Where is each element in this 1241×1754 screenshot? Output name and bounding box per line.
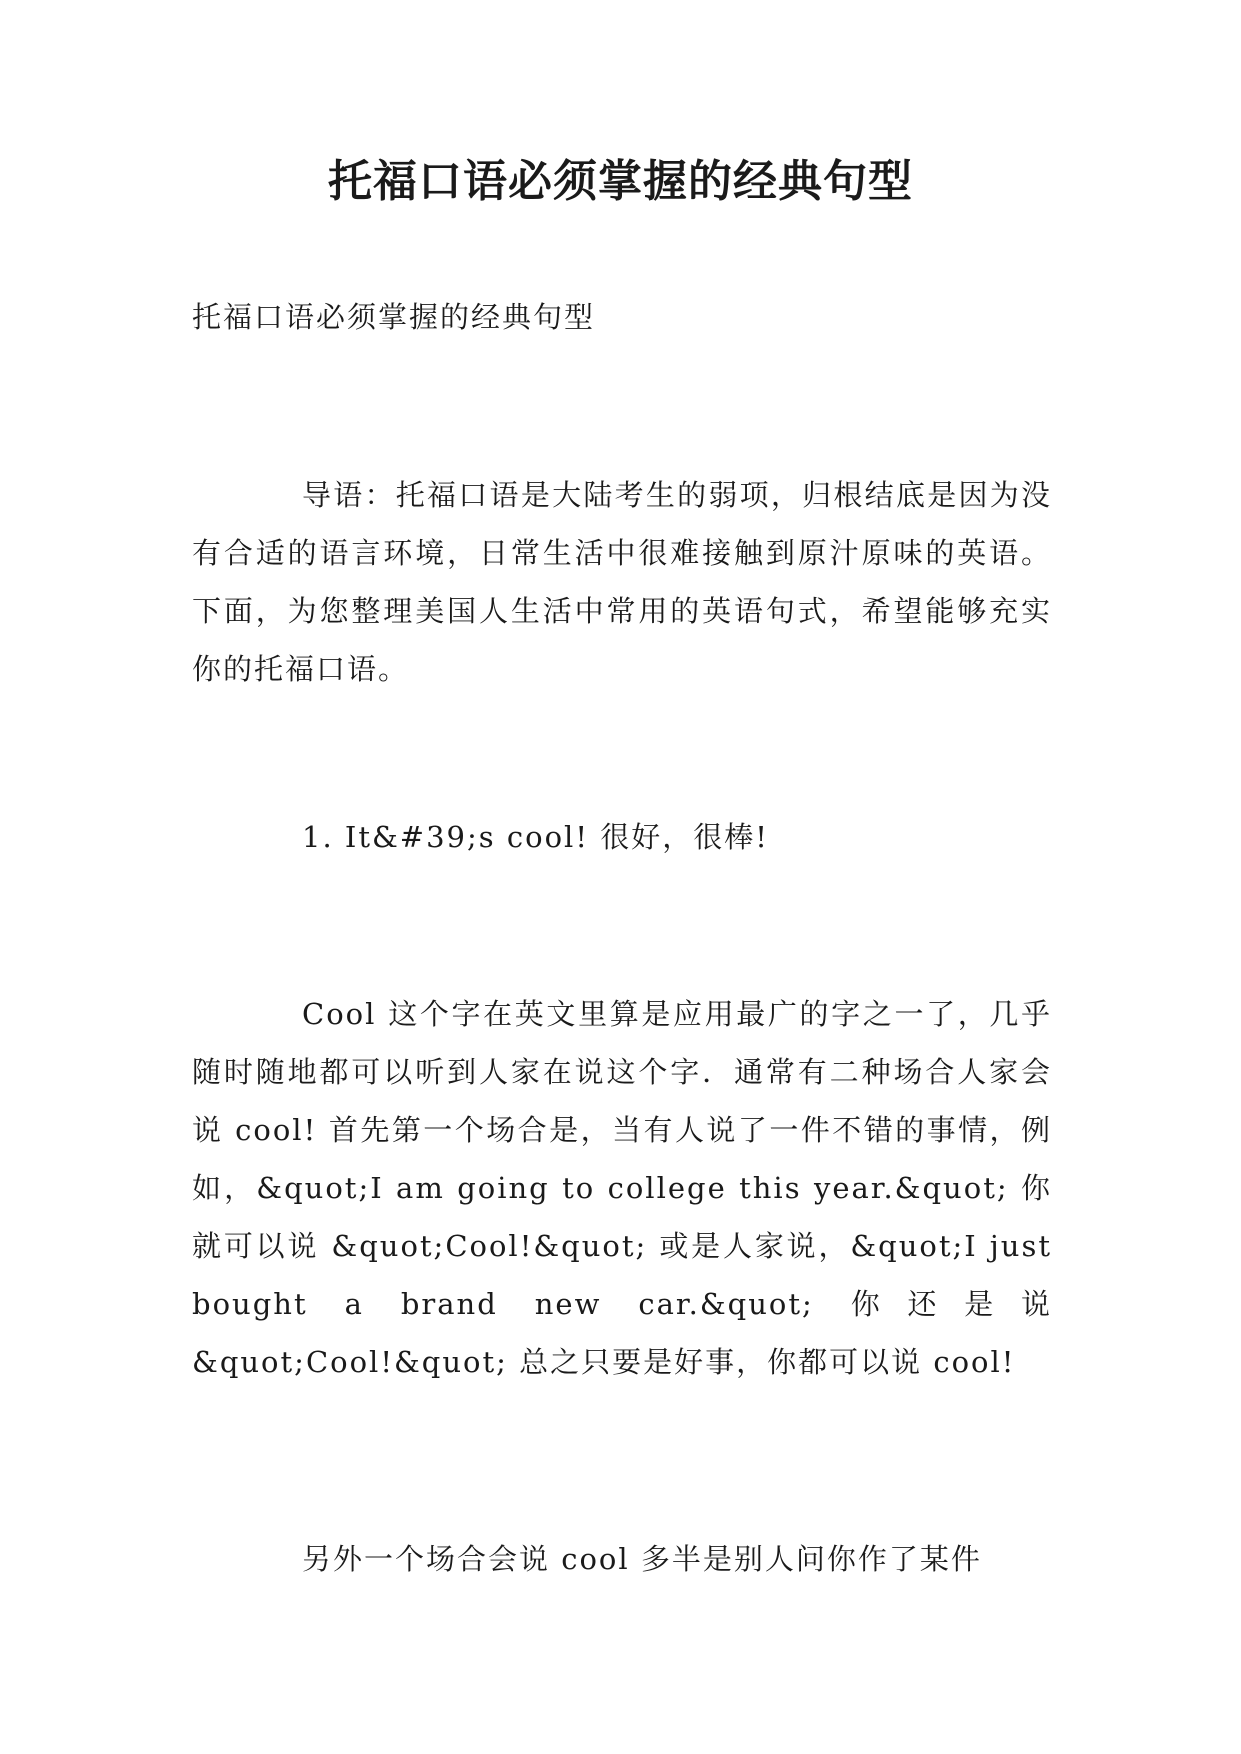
document-title: 托福口语必须掌握的经典句型 (328, 156, 913, 207)
document-subtitle: 托福口语必须掌握的经典句型 (192, 300, 596, 334)
paragraph-cool: Cool 这个字在英文里算是应用最广的字之一了，几乎随时随地都可以听到人家在说这个字．通常有二种场合人家会说 cool! 首先第一个场合是，当有人说了一件不错的事情，例如，&quot;I am going to college this year.&quot; 你就可以说 &quot;Cool!&quot; 或是人家说，&quot;I just bought a brand new car.&quot; 你还是说 &quot;Cool!&quot; 总之只要是好事，你都可以说 cool! (192, 997, 1052, 1379)
intro-paragraph: 导语：托福口语是大陆考生的弱项，归根结底是因为没有合适的语言环境，日常生活中很难接触到原汁原味的英语。下面，为您整理美国人生活中常用的英语句式，希望能够充实你的托福口语。 (192, 478, 1052, 686)
paragraph-cool-continued: 另外一个场合会说 cool 多半是别人问你作了某件 (302, 1542, 982, 1576)
list-item-1: 1. It&#39;s cool! 很好，很棒! (302, 820, 769, 854)
